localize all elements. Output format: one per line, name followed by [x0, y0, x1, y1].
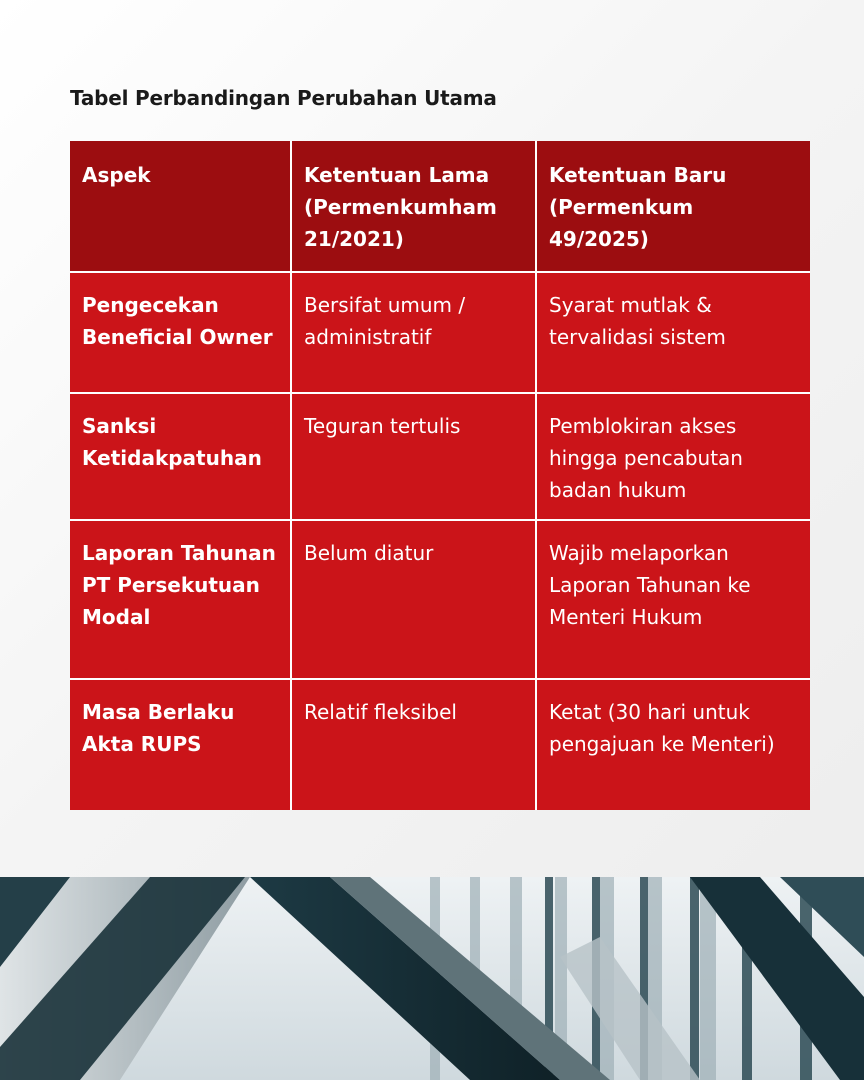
cell-lama: Bersifat umum / administratif — [291, 272, 536, 393]
table-row — [70, 679, 810, 810]
header-ketentuan-baru: Ketentuan Baru (Permenkum 49/2025) — [536, 141, 810, 272]
cell-aspek: Masa Berlaku Akta RUPS — [70, 679, 291, 810]
cell-aspek: Sanksi Ketidakpatuhan — [70, 393, 291, 520]
table-row — [70, 393, 810, 520]
cell-baru: Syarat mutlak & tervalidasi sistem — [536, 272, 810, 393]
table-row — [70, 272, 810, 393]
cell-baru: Pemblokiran akses hingga pencabutan badan hukum — [536, 393, 810, 520]
cell-lama: Belum diatur — [291, 520, 536, 679]
architecture-photo — [0, 877, 864, 1080]
comparison-table — [70, 141, 810, 810]
table-header-row — [70, 141, 810, 272]
cell-baru: Ketat (30 hari untuk pengajuan ke Menteri) — [536, 679, 810, 810]
header-ketentuan-lama: Ketentuan Lama (Permenkumham 21/2021) — [291, 141, 536, 272]
cell-lama: Teguran tertulis — [291, 393, 536, 520]
cell-aspek: Pengecekan Beneficial Owner — [70, 272, 291, 393]
cell-lama: Relatif fleksibel — [291, 679, 536, 810]
table-row — [70, 520, 810, 679]
page-title: Tabel Perbandingan Perubahan Utama — [70, 86, 497, 110]
cell-aspek: Laporan Tahunan PT Persekutuan Modal — [70, 520, 291, 679]
cell-baru: Wajib melaporkan Laporan Tahunan ke Menteri Hukum — [536, 520, 810, 679]
header-aspek: Aspek — [70, 141, 291, 272]
